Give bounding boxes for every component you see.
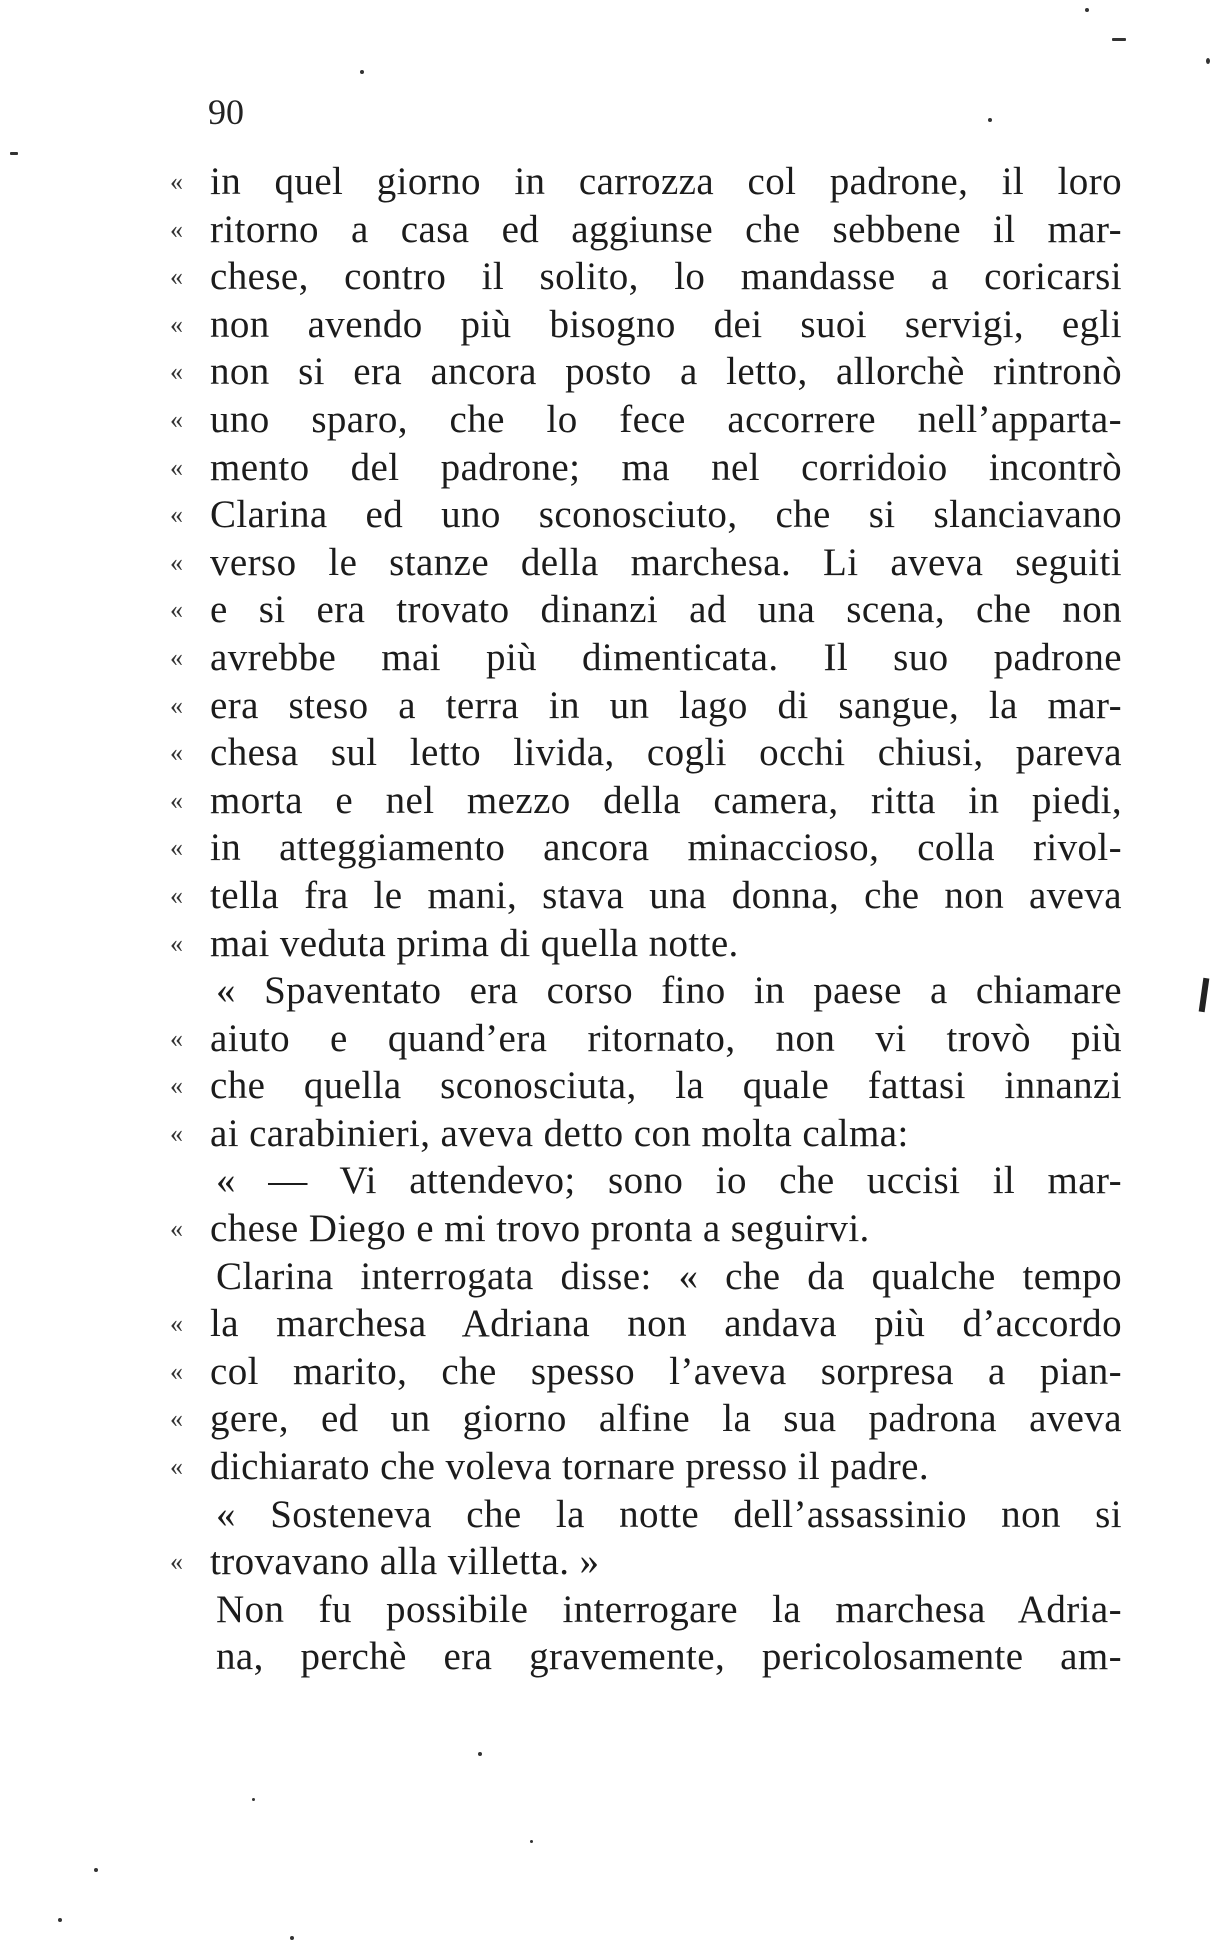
text-line <box>170 1395 1122 1443</box>
line-text: e si era trovato dinanzi ad una scena, che non <box>210 588 1122 632</box>
line-text: era steso a terra in un lago di sangue, la mar- <box>210 683 1122 727</box>
quote-mark: « <box>170 1547 184 1577</box>
quote-mark: « <box>170 547 184 577</box>
line-text: la marchesa Adriana non andava più d’accordo <box>210 1302 1122 1346</box>
line-text: che quella sconosciuta, la quale fattasi innanzi <box>210 1064 1122 1108</box>
text-line <box>170 253 1122 301</box>
line-text: in quel giorno in carrozza col padrone, il loro <box>210 160 1122 203</box>
line-text: mento del padrone; ma nel corridoio incontrò <box>210 445 1122 489</box>
scan-edge-mark <box>1199 978 1210 1013</box>
text-line <box>170 634 1122 682</box>
text-line <box>170 920 1122 968</box>
quote-mark: « <box>170 1404 184 1434</box>
line-text: trovavano alla villetta. » <box>210 1540 600 1584</box>
text-line <box>170 1491 1122 1539</box>
quote-mark: « <box>170 1214 184 1244</box>
text-line <box>170 1348 1122 1396</box>
text-line <box>170 1015 1122 1063</box>
text-line <box>170 824 1122 872</box>
quote-mark: « <box>170 595 184 625</box>
quote-mark: « <box>170 1023 184 1053</box>
scan-speck <box>252 1798 255 1801</box>
text-line <box>170 206 1122 254</box>
text-line <box>170 1157 1122 1205</box>
text-line <box>170 729 1122 777</box>
text-line <box>170 1300 1122 1348</box>
line-text: uno sparo, che lo fece accorrere nell’apparta- <box>210 397 1122 441</box>
quote-mark: « <box>170 357 184 387</box>
text-line <box>170 1110 1122 1158</box>
text-line <box>170 444 1122 492</box>
quote-mark: « <box>170 1309 184 1339</box>
line-text: chese Diego e mi trovo pronta a seguirvi. <box>210 1207 870 1251</box>
text-line <box>170 1253 1122 1301</box>
quote-mark: « <box>170 785 184 815</box>
quote-mark: « <box>170 1118 184 1148</box>
line-text: « — Vi attendevo; sono io che uccisi il mar- <box>216 1159 1122 1203</box>
quote-mark: « <box>170 167 184 196</box>
text-line <box>170 682 1122 730</box>
text-line <box>170 1062 1122 1110</box>
quote-mark: « <box>170 1452 184 1482</box>
quote-mark: « <box>170 690 184 720</box>
scan-speck <box>10 152 18 155</box>
line-text: col marito, che spesso l’aveva sorpresa a pian- <box>210 1349 1122 1393</box>
line-text: mai veduta prima di quella notte. <box>210 921 739 965</box>
text-line <box>170 491 1122 539</box>
text-line <box>170 396 1122 444</box>
text-line <box>170 586 1122 634</box>
quote-mark: « <box>170 1071 184 1101</box>
line-text: non si era ancora posto a letto, allorchè rintronò <box>210 350 1122 394</box>
line-text: gere, ed un giorno alfine la sua padrona aveva <box>210 1397 1122 1441</box>
quote-mark: « <box>170 309 184 339</box>
quote-mark: « <box>170 928 184 958</box>
line-text: chesa sul letto livida, cogli occhi chiusi, pareva <box>210 731 1122 775</box>
line-text: ritorno a casa ed aggiunse che sebbene il mar- <box>210 207 1122 251</box>
text-line <box>170 1586 1122 1634</box>
body-text <box>170 158 1122 1681</box>
line-text: non avendo più bisogno dei suoi servigi, egli <box>210 302 1122 346</box>
line-text: Non fu possibile interrogare la marchesa Adria- <box>216 1587 1122 1631</box>
quote-mark: « <box>170 214 184 244</box>
text-line <box>170 777 1122 825</box>
line-text: morta e nel mezzo della camera, ritta in piedi, <box>210 778 1122 822</box>
scan-speck <box>530 1840 533 1843</box>
quote-mark: « <box>170 1356 184 1386</box>
page-number: 90 <box>208 92 244 132</box>
scan-speck <box>360 70 364 74</box>
scan-speck <box>988 118 992 122</box>
line-text: ai carabinieri, aveva detto con molta calma: <box>210 1111 909 1155</box>
line-text: « Spaventato era corso fino in paese a chiamare <box>216 969 1122 1013</box>
text-line <box>170 1443 1122 1491</box>
line-text: « Sosteneva che la notte dell’assassinio non si <box>216 1492 1122 1536</box>
scan-speck <box>1112 38 1126 41</box>
quote-mark: « <box>170 880 184 910</box>
text-line <box>170 158 1122 206</box>
line-text: aiuto e quand’era ritornato, non vi trovò più <box>210 1016 1122 1060</box>
quote-mark: « <box>170 404 184 434</box>
line-text: tella fra le mani, stava una donna, che non aveva <box>210 873 1122 917</box>
text-line <box>170 301 1122 349</box>
quote-mark: « <box>170 262 184 292</box>
quote-mark: « <box>170 642 184 672</box>
text-line <box>170 1205 1122 1253</box>
text-line <box>170 1538 1122 1586</box>
line-text: dichiarato che voleva tornare presso il padre. <box>210 1445 930 1489</box>
text-line <box>170 1633 1122 1681</box>
line-text: Clarina interrogata disse: « che da qualche tempo <box>216 1254 1122 1298</box>
text-line <box>170 348 1122 396</box>
scan-speck <box>478 1752 482 1756</box>
text-line <box>170 539 1122 587</box>
scan-speck <box>290 1936 294 1940</box>
line-text: na, perchè era gravemente, pericolosamente am- <box>216 1635 1122 1679</box>
text-line <box>170 967 1122 1015</box>
scan-speck <box>1206 58 1210 64</box>
quote-mark: « <box>170 500 184 530</box>
line-text: in atteggiamento ancora minaccioso, colla rivol- <box>210 826 1122 870</box>
scan-speck <box>58 1918 62 1922</box>
line-text: avrebbe mai più dimenticata. Il suo padrone <box>210 635 1122 679</box>
text-line <box>170 872 1122 920</box>
scan-speck <box>94 1868 98 1872</box>
line-text: Clarina ed uno sconosciuto, che si slanciavano <box>210 493 1122 537</box>
quote-mark: « <box>170 833 184 863</box>
quote-mark: « <box>170 452 184 482</box>
scan-speck <box>1085 8 1089 12</box>
quote-mark: « <box>170 738 184 768</box>
line-text: verso le stanze della marchesa. Li aveva seguiti <box>210 540 1122 584</box>
line-text: chese, contro il solito, lo mandasse a coricarsi <box>210 255 1122 299</box>
